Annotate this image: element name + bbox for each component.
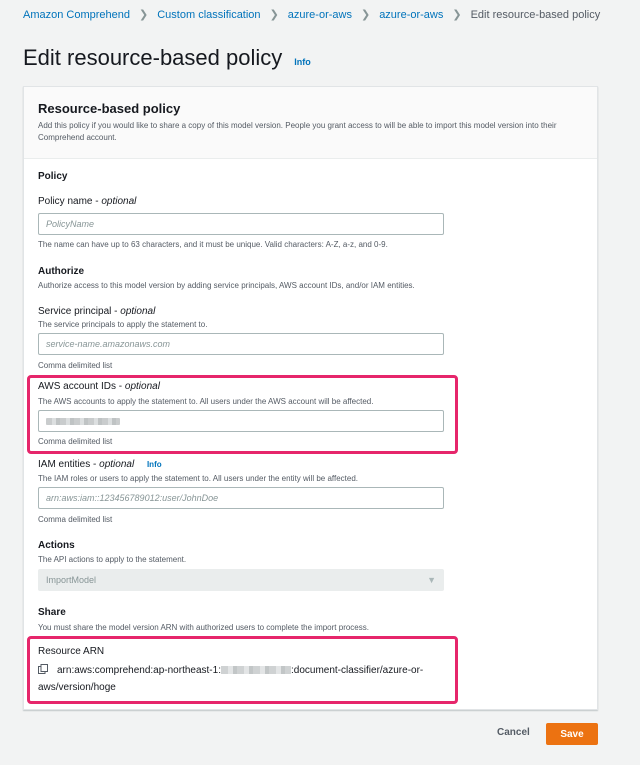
optional-text: optional xyxy=(99,459,135,470)
breadcrumb-link-custom-classification[interactable]: Custom classification xyxy=(157,8,261,21)
chevron-right-icon: ❯ xyxy=(139,9,149,21)
aws-account-ids-description: The AWS accounts to apply the statement to. All users under the AWS account will be affected. xyxy=(38,397,374,406)
resource-arn xyxy=(38,662,458,696)
actions-heading: Actions xyxy=(38,540,75,551)
aws-account-ids-label: AWS account IDs - optional xyxy=(38,381,160,392)
service-principal-label-text: Service principal xyxy=(38,306,112,317)
aws-account-ids-hint: Comma delimited list xyxy=(38,437,113,446)
breadcrumb-link-classifier[interactable]: azure-or-aws xyxy=(287,8,352,21)
page-title xyxy=(23,45,311,71)
policy-name-label-text: Policy name xyxy=(38,196,93,207)
optional-text: optional xyxy=(120,306,156,317)
service-principal-label: Service principal - optional xyxy=(38,306,156,317)
iam-info-link[interactable]: Info xyxy=(146,460,162,469)
aws-account-ids-input[interactable] xyxy=(38,410,444,432)
caret-down-icon: ▼ xyxy=(427,575,436,585)
policy-name-hint: The name can have up to 63 characters, and it must be unique. Valid characters: A-Z, a-z, and 0-9. xyxy=(38,240,388,249)
iam-entities-label: IAM entities - optional Info xyxy=(38,459,162,470)
redacted-account-id xyxy=(221,666,291,674)
copy-icon[interactable] xyxy=(38,664,48,674)
policy-name-input[interactable] xyxy=(38,213,444,235)
authorize-heading: Authorize xyxy=(38,266,85,277)
panel-description: Add this policy if you would like to share a copy of this model version. People you grant access to will be able to import this model version into their Comprehend account. xyxy=(38,121,557,142)
policy-name-placeholder: PolicyName xyxy=(46,219,95,229)
share-heading: Share xyxy=(38,607,66,618)
aws-account-ids-label-text: AWS account IDs xyxy=(38,381,116,392)
cancel-button[interactable]: Cancel xyxy=(497,727,530,738)
arn-suffix: :document-classifier/azure-or-aws/version/hoge xyxy=(38,665,424,693)
optional-text: optional xyxy=(101,196,137,207)
chevron-right-icon: ❯ xyxy=(360,9,371,21)
breadcrumb-link-comprehend[interactable]: Amazon Comprehend xyxy=(23,8,131,21)
policy-heading: Policy xyxy=(38,171,68,182)
iam-entities-input[interactable] xyxy=(38,487,444,509)
chevron-right-icon: ❯ xyxy=(269,9,279,21)
resource-policy-panel xyxy=(23,86,598,710)
page-title-text: Edit resource-based policy xyxy=(23,45,283,70)
actions-selected-value: ImportModel xyxy=(46,575,97,585)
service-principal-placeholder: service-name.amazonaws.com xyxy=(46,339,171,349)
iam-entities-placeholder: arn:aws:iam::123456789012:user/JohnDoe xyxy=(46,493,219,503)
actions-select[interactable] xyxy=(38,569,444,591)
redacted-account-id xyxy=(46,418,120,425)
service-principal-description: The service principals to apply the statement to. xyxy=(38,320,208,329)
breadcrumb-link-version[interactable]: azure-or-aws xyxy=(379,8,444,21)
authorize-description: Authorize access to this model version by adding service principals, AWS account IDs, and/or IAM entities. xyxy=(38,281,415,290)
breadcrumb xyxy=(23,8,600,21)
optional-text: optional xyxy=(124,381,160,392)
policy-name-label: Policy name - optional xyxy=(38,196,137,207)
iam-entities-description: The IAM roles or users to apply the statement to. All users under the entity will be affected. xyxy=(38,474,359,483)
service-principal-hint: Comma delimited list xyxy=(38,361,113,370)
info-link[interactable]: Info xyxy=(294,57,311,67)
resource-arn-label: Resource ARN xyxy=(38,646,105,657)
iam-entities-hint: Comma delimited list xyxy=(38,515,113,524)
actions-description: The API actions to apply to the statement. xyxy=(38,555,187,564)
save-button[interactable]: Save xyxy=(546,723,598,745)
panel-header xyxy=(24,87,597,159)
chevron-right-icon: ❯ xyxy=(452,9,462,21)
panel-title: Resource-based policy xyxy=(38,101,181,116)
breadcrumb-current: Edit resource-based policy xyxy=(470,8,601,21)
share-description: You must share the model version ARN with authorized users to complete the import process. xyxy=(38,623,369,632)
arn-prefix: arn:aws:comprehend:ap-northeast-1: xyxy=(57,665,221,676)
service-principal-input[interactable] xyxy=(38,333,444,355)
iam-entities-label-text: IAM entities xyxy=(38,459,91,470)
